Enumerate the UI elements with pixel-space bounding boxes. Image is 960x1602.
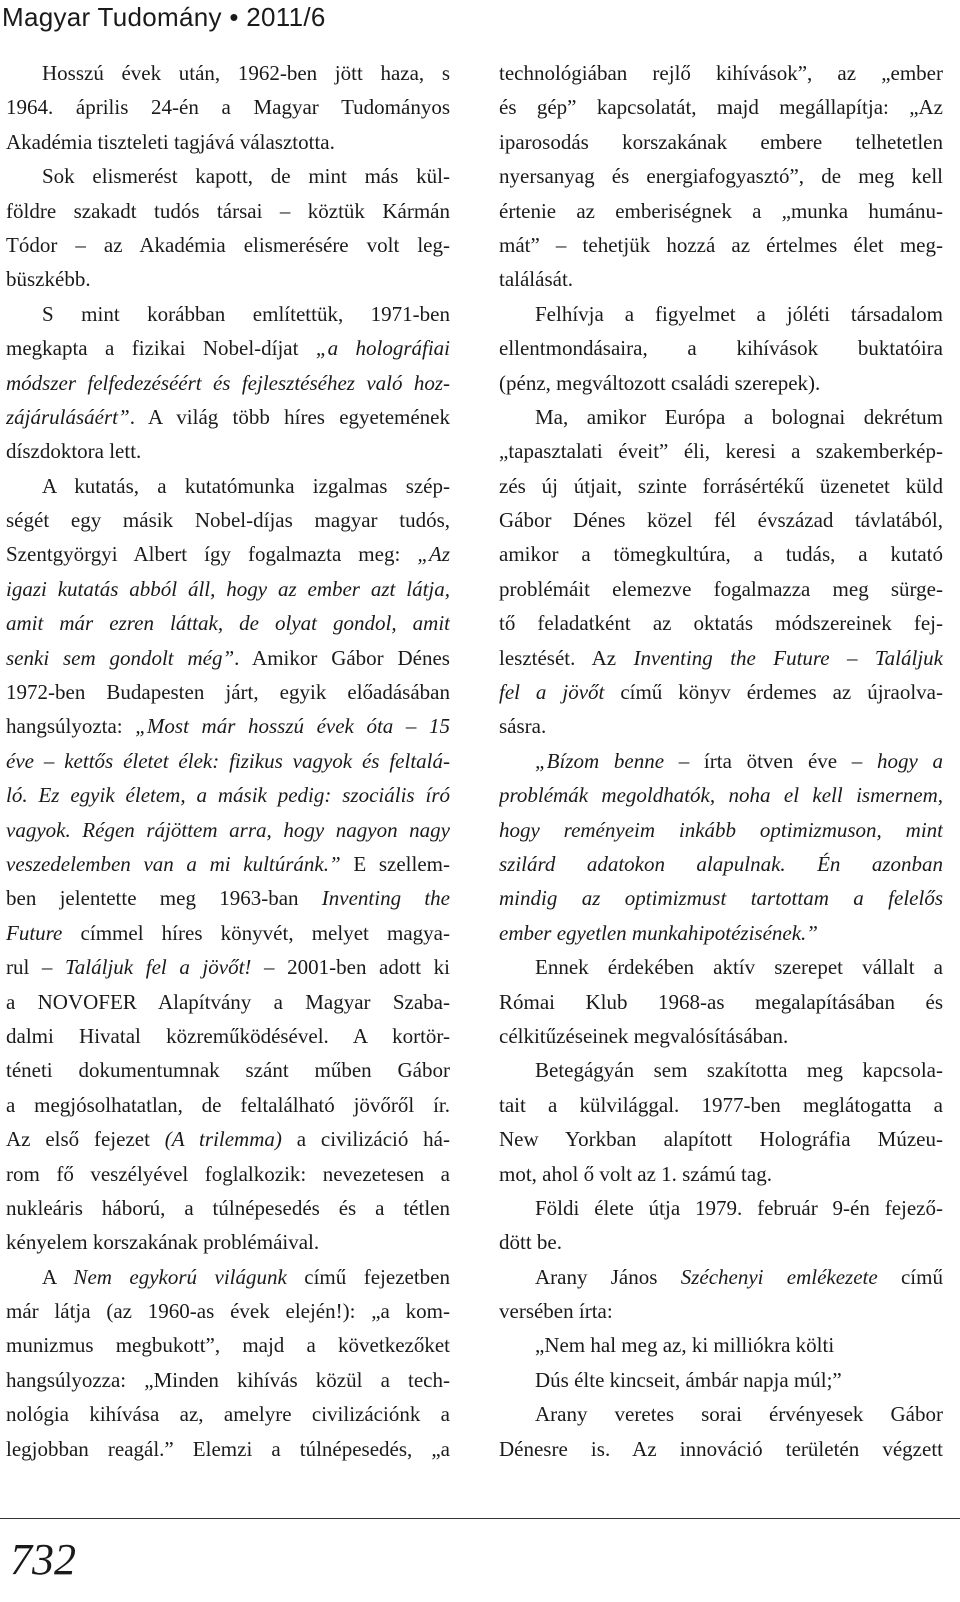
text-line bbox=[6, 1019, 450, 1053]
text-line bbox=[6, 400, 450, 434]
text-segment: iparosodás korszakának embere telhetetlen bbox=[499, 129, 943, 154]
italic-text: Future bbox=[6, 920, 63, 945]
text-segment: technológiában rejlő kihívások”, az „ember bbox=[499, 61, 943, 85]
text-line bbox=[499, 1397, 943, 1431]
right-column bbox=[499, 56, 943, 1466]
footer-rule bbox=[0, 1518, 960, 1519]
italic-text: Inventing the Future – Találjuk bbox=[633, 645, 943, 670]
text-segment: . Amikor Gábor Dénes bbox=[234, 645, 450, 670]
italic-text: mindig az optimizmust tartottam a felelős bbox=[499, 886, 943, 911]
text-line bbox=[499, 778, 943, 812]
text-segment: „Nem hal meg az, ki milliókra költi bbox=[535, 1333, 835, 1358]
text-segment: megkapta a fizikai Nobel-díjat bbox=[6, 336, 316, 361]
italic-text: vagyok. Régen rájöttem arra, hogy nagyon nagy bbox=[6, 817, 450, 842]
text-line bbox=[6, 985, 450, 1019]
italic-text: zájárulásáért” bbox=[6, 404, 130, 429]
text-line bbox=[6, 331, 450, 365]
text-line bbox=[6, 709, 450, 743]
italic-text: amit már ezren láttak, de olyat gondol, amit bbox=[6, 611, 450, 636]
italic-text: igazi kutatás abból áll, hogy az ember azt látja, bbox=[6, 576, 450, 601]
text-line bbox=[6, 778, 450, 812]
text-line bbox=[6, 606, 450, 640]
text-segment: Dús élte kincseit, ámbár napja múl;” bbox=[535, 1367, 842, 1392]
page-number: 732 bbox=[10, 1535, 76, 1584]
italic-text: problémák megoldhatók, noha el kell ismernem, bbox=[499, 783, 943, 808]
text-segment: értenie az emberiségnek a „munka humánu- bbox=[499, 198, 943, 223]
text-line bbox=[499, 125, 943, 159]
text-segment: munizmus megbukott”, majd a következőket bbox=[6, 1333, 450, 1358]
text-segment: nológia kihívása az, amelyre civilizációnk a bbox=[6, 1402, 450, 1427]
text-segment: című bbox=[877, 1264, 943, 1289]
text-line bbox=[499, 916, 943, 950]
text-line bbox=[499, 847, 943, 881]
italic-text: Széchenyi emlékezete bbox=[680, 1264, 878, 1289]
text-segment: nyersanyag és energiafogyasztó”, de meg kell bbox=[499, 164, 943, 189]
text-segment: S mint korábban említettük, 1971-ben bbox=[42, 301, 450, 326]
italic-text: hogy reményeim inkább optimizmuson, mint bbox=[499, 817, 943, 842]
text-segment: rul – bbox=[6, 955, 66, 980]
left-column bbox=[6, 56, 450, 1466]
text-line bbox=[6, 675, 450, 709]
text-line bbox=[499, 709, 943, 743]
italic-text: módszer felfedezéséért és fejlesztéséhez való hoz- bbox=[6, 370, 450, 395]
text-line bbox=[6, 950, 450, 984]
text-segment: ben jelentette meg 1963-ban bbox=[6, 886, 322, 911]
italic-text: hogy a bbox=[876, 748, 943, 773]
italic-text: Találjuk fel a jövőt! bbox=[65, 955, 252, 980]
text-line bbox=[499, 469, 943, 503]
italic-text: szilárd adatokon alapulnak. Én azonban bbox=[499, 851, 943, 876]
text-line bbox=[6, 1088, 450, 1122]
text-segment: címmel híres könyvét, melyet magya- bbox=[62, 920, 450, 945]
text-segment: büszkébb. bbox=[6, 267, 91, 292]
italic-text: ló. Ez egyik életem, a másik pedig: szociális író bbox=[6, 783, 450, 808]
text-segment: amikor a tömegkultúra, a tudás, a kutató bbox=[499, 542, 943, 567]
text-segment: Római Klub 1968-as megalapításában és bbox=[499, 989, 943, 1014]
italic-text: veszedelemben van a mi kultúránk.” bbox=[6, 851, 341, 876]
text-line bbox=[499, 1432, 943, 1466]
text-line bbox=[499, 366, 943, 400]
text-line bbox=[499, 813, 943, 847]
text-segment: Arany János bbox=[535, 1264, 681, 1289]
text-line bbox=[6, 572, 450, 606]
text-line bbox=[6, 1432, 450, 1466]
text-line bbox=[6, 1053, 450, 1087]
text-line bbox=[6, 744, 450, 778]
text-segment: mot, ahol ő volt az 1. számú tag. bbox=[499, 1161, 772, 1186]
text-line bbox=[6, 228, 450, 262]
text-line bbox=[6, 1363, 450, 1397]
text-line bbox=[6, 1122, 450, 1156]
text-line bbox=[499, 1260, 943, 1294]
text-line bbox=[6, 1397, 450, 1431]
text-line bbox=[6, 434, 450, 468]
text-segment: dött be. bbox=[499, 1230, 562, 1255]
text-segment: – írta ötven éve – bbox=[664, 748, 877, 773]
text-line bbox=[6, 366, 450, 400]
text-segment: tő feladatként az oktatás módszereinek fej- bbox=[499, 611, 943, 636]
text-line bbox=[499, 1053, 943, 1087]
text-line bbox=[499, 56, 943, 90]
text-line bbox=[499, 950, 943, 984]
text-line bbox=[499, 537, 943, 571]
text-segment: Felhívja a figyelmet a jóléti társadalom bbox=[535, 301, 943, 326]
text-segment: hangsúlyozta: bbox=[6, 714, 136, 739]
text-segment: a NOVOFER Alapítvány a Magyar Szaba- bbox=[6, 989, 450, 1014]
text-segment: lesztését. Az bbox=[499, 645, 634, 670]
text-line bbox=[499, 985, 943, 1019]
text-segment: . A világ több híres egyetemének bbox=[129, 404, 450, 429]
text-segment: ellentmondásaira, a kihívások buktatóira bbox=[499, 336, 943, 361]
text-line bbox=[499, 331, 943, 365]
italic-text: (A trilemma) bbox=[164, 1127, 282, 1152]
text-line bbox=[499, 1157, 943, 1191]
text-segment: (pénz, megváltozott családi szerepek). bbox=[499, 370, 821, 395]
italic-text: „Bízom benne bbox=[535, 748, 665, 773]
text-segment: földre szakadt tudós társai – köztük Kármán bbox=[6, 198, 450, 223]
text-line bbox=[6, 125, 450, 159]
text-line bbox=[499, 572, 943, 606]
text-segment: a megjósolhatatlan, de feltalálható jövőről ír. bbox=[6, 1092, 450, 1117]
text-line bbox=[499, 1019, 943, 1053]
text-segment: E szellem- bbox=[340, 851, 450, 876]
text-segment: Tódor – az Akadémia elismerésére volt leg- bbox=[6, 232, 450, 257]
text-line bbox=[499, 228, 943, 262]
text-line bbox=[6, 1328, 450, 1362]
text-segment: találását. bbox=[499, 267, 574, 292]
text-segment: New Yorkban alapított Holográfia Múzeu- bbox=[499, 1127, 943, 1152]
text-segment: már látja (az 1960-as évek elején!): „a kom- bbox=[6, 1299, 450, 1324]
italic-text: „a holográfiai bbox=[315, 336, 450, 361]
text-line bbox=[499, 159, 943, 193]
text-line bbox=[6, 1260, 450, 1294]
text-segment: Sok elismerést kapott, de mint más kül- bbox=[42, 164, 450, 189]
text-segment: A bbox=[42, 1264, 74, 1289]
text-segment: című könyv érdemes az újraolva- bbox=[604, 680, 943, 705]
text-line bbox=[6, 159, 450, 193]
text-line bbox=[6, 297, 450, 331]
text-segment: kényelem korszakának problémáival. bbox=[6, 1230, 320, 1255]
text-segment: versében írta: bbox=[499, 1299, 613, 1324]
text-segment: Szentgyörgyi Albert így fogalmazta meg: bbox=[6, 542, 418, 567]
text-segment: 1964. április 24-én a Magyar Tudományos bbox=[6, 95, 450, 120]
text-line bbox=[499, 1294, 943, 1328]
text-segment: Betegágyán sem szakította meg kapcsola- bbox=[535, 1058, 943, 1083]
text-segment: Akadémia tiszteleti tagjává választotta. bbox=[6, 129, 335, 154]
text-line bbox=[6, 847, 450, 881]
text-segment: 1972-ben Budapesten járt, egyik előadásában bbox=[6, 680, 450, 705]
text-segment: Gábor Dénes közel fél évszázad távlatából, bbox=[499, 508, 943, 533]
text-segment: ségét egy másik Nobel-díjas magyar tudós, bbox=[6, 508, 450, 533]
text-line bbox=[6, 90, 450, 124]
text-segment: A kutatás, a kutatómunka izgalmas szép- bbox=[42, 473, 450, 498]
text-segment: a civilizáció há- bbox=[281, 1127, 450, 1152]
text-line bbox=[499, 881, 943, 915]
text-line bbox=[499, 1191, 943, 1225]
text-segment: tait a külvilággal. 1977-ben meglátogatta a bbox=[499, 1092, 943, 1117]
italic-text: Nem egykorú világunk bbox=[73, 1264, 287, 1289]
text-segment: díszdoktora lett. bbox=[6, 439, 142, 464]
text-line bbox=[499, 1328, 943, 1362]
text-line bbox=[499, 262, 943, 296]
text-segment: legjobban reagál.” Elemzi a túlnépesedés, „a bbox=[6, 1436, 450, 1461]
text-line bbox=[6, 1225, 450, 1259]
text-segment: „tapasztalati éveit” éli, keresi a szakemberkép- bbox=[499, 439, 943, 464]
text-line bbox=[499, 1122, 943, 1156]
text-segment: problémáit elemezve fogalmazza meg sürge- bbox=[499, 576, 943, 601]
italic-text: ember egyetlen munkahipotézisének.” bbox=[499, 920, 818, 945]
text-segment: Ma, amikor Európa a bolognai dekrétum bbox=[535, 404, 943, 429]
text-line bbox=[6, 194, 450, 228]
text-segment: téneti dokumentumnak szánt műben Gábor bbox=[6, 1058, 450, 1083]
text-segment: Dénesre is. Az innováció területén végzett bbox=[499, 1436, 943, 1461]
italic-text: senki sem gondolt még” bbox=[6, 645, 235, 670]
text-line bbox=[6, 641, 450, 675]
text-segment: Az első fejezet bbox=[6, 1127, 165, 1152]
text-line bbox=[499, 503, 943, 537]
text-line bbox=[499, 400, 943, 434]
italic-text: éve – kettős életet élek: fizikus vagyok és feltalá- bbox=[6, 748, 450, 773]
text-line bbox=[6, 916, 450, 950]
text-segment: sásra. bbox=[499, 714, 547, 739]
text-line bbox=[6, 56, 450, 90]
italic-text: „Az bbox=[417, 542, 450, 567]
text-line bbox=[6, 813, 450, 847]
text-segment: és gép” kapcsolatát, majd megállapítja: „Az bbox=[499, 95, 943, 120]
text-segment: nukleáris háború, a túlnépesedés és a tétlen bbox=[6, 1195, 450, 1220]
text-line bbox=[499, 1088, 943, 1122]
text-line bbox=[499, 641, 943, 675]
text-line bbox=[6, 1191, 450, 1225]
text-line bbox=[499, 606, 943, 640]
text-segment: – 2001-ben adott ki bbox=[251, 955, 450, 980]
text-segment: Ennek érdekében aktív szerepet vállalt a bbox=[535, 955, 943, 980]
italic-text: Inventing the bbox=[321, 886, 450, 911]
text-line bbox=[499, 1225, 943, 1259]
text-line bbox=[6, 537, 450, 571]
text-segment: Hosszú évek után, 1962-ben jött haza, s bbox=[42, 61, 450, 85]
text-segment: rom fő veszélyével foglalkozik: nevezetesen a bbox=[6, 1161, 450, 1186]
text-line bbox=[499, 90, 943, 124]
italic-text: fel a jövőt bbox=[499, 680, 605, 705]
text-line bbox=[6, 503, 450, 537]
text-segment: célkitűzéseinek megvalósításában. bbox=[499, 1023, 789, 1048]
text-line bbox=[499, 297, 943, 331]
text-segment: mát” – tehetjük hozzá az értelmes élet meg- bbox=[499, 232, 943, 257]
italic-text: „Most már hosszú évek óta – 15 bbox=[135, 714, 450, 739]
text-segment: dalmi Hivatal közreműködésével. A kortör- bbox=[6, 1023, 450, 1048]
text-line bbox=[499, 675, 943, 709]
text-line bbox=[6, 881, 450, 915]
text-line bbox=[499, 744, 943, 778]
text-segment: Földi élete útja 1979. február 9-én fejező- bbox=[535, 1195, 943, 1220]
text-line bbox=[499, 194, 943, 228]
text-segment: zés új útjait, szinte forrásértékű üzenetet küld bbox=[499, 473, 943, 498]
text-line bbox=[6, 1294, 450, 1328]
text-segment: Arany veretes sorai érvényesek Gábor bbox=[535, 1402, 943, 1427]
text-line bbox=[6, 469, 450, 503]
text-line bbox=[499, 1363, 943, 1397]
text-segment: című fejezetben bbox=[286, 1264, 450, 1289]
text-line bbox=[6, 1157, 450, 1191]
text-segment: hangsúlyozza: „Minden kihívás közül a tech- bbox=[6, 1367, 450, 1392]
text-line bbox=[6, 262, 450, 296]
text-line bbox=[499, 434, 943, 468]
running-header: Magyar Tudomány • 2011/6 bbox=[2, 2, 326, 32]
